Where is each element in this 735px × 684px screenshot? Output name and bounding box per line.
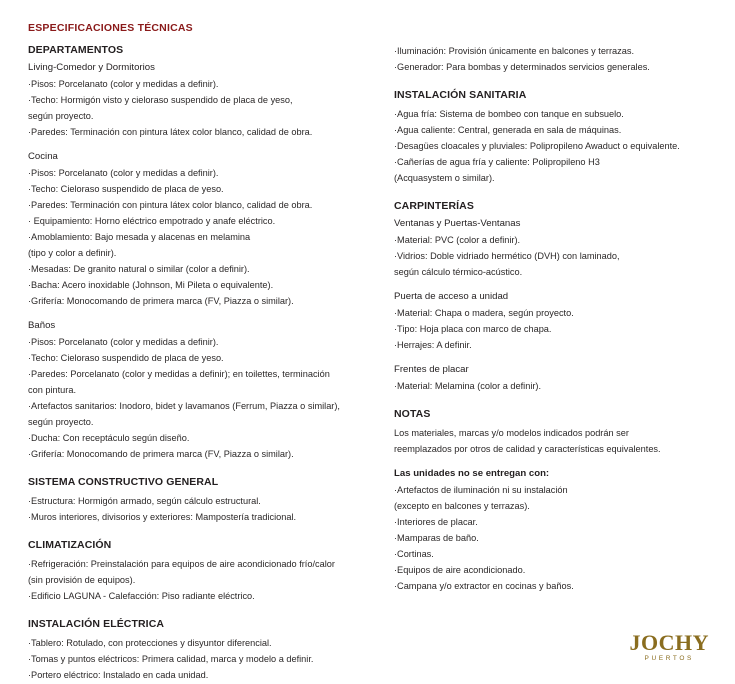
section-heading-instalacion-electrica: INSTALACIÓN ELÉCTRICA	[28, 618, 165, 630]
spec-line: ·Refrigeración: Preinstalación para equipos de aire acondicionado frío/calor	[28, 559, 335, 569]
spec-line: ·Artefactos de iluminación ni su instalación	[394, 485, 568, 495]
spec-line: ·Ducha: Con receptáculo según diseño.	[28, 433, 190, 443]
section-heading-notas: NOTAS	[394, 408, 431, 420]
section-heading-carpinterias: CARPINTERÍAS	[394, 200, 474, 212]
spec-line: según proyecto.	[28, 417, 94, 427]
spec-line: ·Cortinas.	[394, 549, 434, 559]
spec-line: ·Muros interiores, divisorios y exteriores: Mampostería tradicional.	[28, 512, 297, 522]
spec-line: ·Agua fría: Sistema de bombeo con tanque en subsuelo.	[394, 109, 624, 119]
spec-line: ·Material: Melamina (color a definir).	[394, 381, 542, 391]
section-heading-instalacion-sanitaria: INSTALACIÓN SANITARIA	[394, 89, 527, 101]
subheading-unidades-no-se-entregan: Las unidades no se entregan con:	[394, 468, 550, 479]
spec-line: ·Pisos: Porcelanato (color y medidas a definir).	[28, 337, 219, 347]
spec-line: ·Techo: Hormigón visto y cieloraso suspendido de placa de yeso,	[28, 95, 293, 105]
spec-line: · Equipamiento: Horno eléctrico empotrado y anafe eléctrico.	[28, 216, 276, 226]
spec-line: ·Material: Chapa o madera, según proyecto.	[394, 308, 574, 318]
spec-line: Los materiales, marcas y/o modelos indicados podrán ser	[394, 428, 629, 438]
spec-line: ·Techo: Cieloraso suspendido de placa de yeso.	[28, 353, 224, 363]
spec-line: ·Iluminación: Provisión únicamente en balcones y terrazas.	[394, 46, 635, 56]
spec-line: ·Amoblamiento: Bajo mesada y alacenas en melamina	[28, 232, 251, 242]
spec-line: ·Bacha: Acero inoxidable (Johnson, Mi Pileta o equivalente).	[28, 280, 274, 290]
section-heading-departamentos: DEPARTAMENTOS	[28, 44, 124, 56]
spec-line: ·Agua caliente: Central, generada en sala de máquinas.	[394, 125, 622, 135]
left-column	[28, 44, 368, 684]
logo-wordmark: JOCHY	[629, 629, 709, 655]
subheading-frentes-de-placar: Frentes de placar	[394, 364, 469, 375]
subheading-banos: Baños	[28, 320, 56, 331]
spec-line: ·Cañerías de agua fría y caliente: Polipropileno H3	[394, 157, 600, 167]
spec-line: ·Mamparas de baño.	[394, 533, 479, 543]
spec-line: (excepto en balcones y terrazas).	[394, 501, 530, 511]
subheading-ventanas-puertas-ventanas: Ventanas y Puertas-Ventanas	[394, 218, 521, 229]
spec-line: ·Techo: Cieloraso suspendido de placa de yeso.	[28, 184, 224, 194]
spec-line: ·Material: PVC (color a definir).	[394, 235, 521, 245]
section-heading-sistema-constructivo: SISTEMA CONSTRUCTIVO GENERAL	[28, 476, 219, 488]
spec-line: ·Paredes: Terminación con pintura látex color blanco, calidad de obra.	[28, 127, 313, 137]
spec-line: reemplazados por otros de calidad y características equivalentes.	[394, 444, 661, 454]
spec-line: ·Grifería: Monocomando de primera marca (FV, Piazza o similar).	[28, 449, 294, 459]
spec-line: ·Desagües cloacales y pluviales: Polipropileno Awaduct o equivalente.	[394, 141, 680, 151]
spec-line: ·Generador: Para bombas y determinados servicios generales.	[394, 62, 650, 72]
right-column	[394, 44, 734, 595]
two-column-layout	[28, 44, 707, 684]
spec-line: ·Pisos: Porcelanato (color y medidas a definir).	[28, 79, 219, 89]
spec-line: según proyecto.	[28, 111, 94, 121]
spec-line: según cálculo térmico-acústico.	[394, 267, 523, 277]
spec-line: ·Tablero: Rotulado, con protecciones y disyuntor diferencial.	[28, 638, 272, 648]
subheading-cocina: Cocina	[28, 151, 58, 162]
spec-line: ·Portero eléctrico: Instalado en cada unidad.	[28, 670, 209, 680]
subheading-puerta-acceso-unidad: Puerta de acceso a unidad	[394, 291, 509, 302]
spec-line: ·Paredes: Terminación con pintura látex color blanco, calidad de obra.	[28, 200, 313, 210]
spec-line: ·Herrajes: A definir.	[394, 340, 472, 350]
spec-line: con pintura.	[28, 385, 77, 395]
spec-line: ·Vidrios: Doble vidriado hermético (DVH) con laminado,	[394, 251, 620, 261]
subheading-living-comedor: Living-Comedor y Dormitorios	[28, 62, 155, 73]
spec-line: ·Grifería: Monocomando de primera marca (FV, Piazza o similar).	[28, 296, 294, 306]
spec-line: ·Pisos: Porcelanato (color y medidas a definir).	[28, 168, 219, 178]
brand-logo	[629, 629, 710, 663]
logo-tagline: PUERTOS	[644, 654, 694, 662]
spec-line: ·Campana y/o extractor en cocinas y baños.	[394, 581, 574, 591]
section-heading-climatizacion: CLIMATIZACIÓN	[28, 539, 112, 551]
spec-line: ·Interiores de placar.	[394, 517, 478, 527]
spec-line: (Acquasystem o similar).	[394, 173, 495, 183]
spec-line: (sin provisión de equipos).	[28, 575, 136, 585]
spec-line: ·Equipos de aire acondicionado.	[394, 565, 526, 575]
spec-line: ·Paredes: Porcelanato (color y medidas a definir); en toilettes, terminación	[28, 369, 330, 379]
spec-line: ·Edificio LAGUNA - Calefacción: Piso radiante eléctrico.	[28, 591, 255, 601]
spec-line: ·Estructura: Hormigón armado, según cálculo estructural.	[28, 496, 261, 506]
spec-line: ·Tipo: Hoja placa con marco de chapa.	[394, 324, 552, 334]
spec-line: ·Mesadas: De granito natural o similar (color a definir).	[28, 264, 250, 274]
spec-line: (tipo y color a definir).	[28, 248, 117, 258]
page-title: ESPECIFICACIONES TÉCNICAS	[28, 22, 193, 34]
spec-line: ·Tomas y puntos eléctricos: Primera calidad, marca y modelo a definir.	[28, 654, 314, 664]
spec-line: ·Artefactos sanitarios: Inodoro, bidet y lavamanos (Ferrum, Piazza o similar),	[28, 401, 340, 411]
